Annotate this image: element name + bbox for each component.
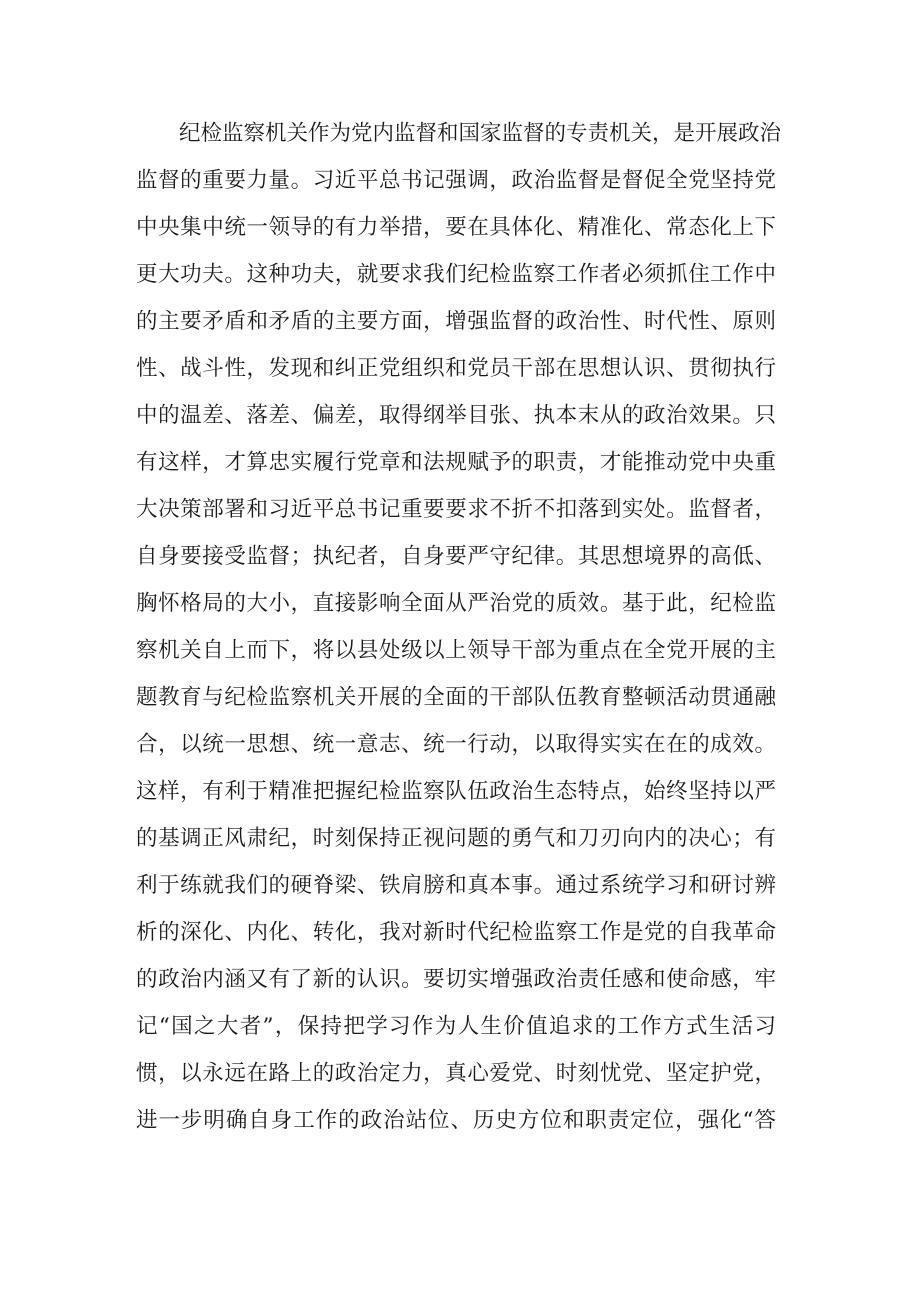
text-line: 析的深化、内化、转化，我对新时代纪检监察工作是党的自我革命	[136, 920, 776, 945]
text-line: 的基调正风肃纪，时刻保持正视问题的勇气和刀刃向内的决心；有	[136, 826, 776, 851]
text-line: 这样，有利于精准把握纪检监察队伍政治生态特点，始终坚持以严	[136, 779, 776, 804]
text-line: 更大功夫。这种功夫，就要求我们纪检监察工作者必须抓住工作中	[136, 262, 776, 287]
text-line: 大决策部署和习近平总书记重要要求不折不扣落到实处。监督者，	[136, 497, 776, 522]
text-line: 合，以统一思想、统一意志、统一行动，以取得实实在在的成效。	[136, 732, 776, 757]
text-line: 纪检监察机关作为党内监督和国家监督的专责机关，是开展政治	[179, 121, 782, 146]
body-paragraph	[136, 110, 782, 1144]
text-line: 利于练就我们的硬脊梁、铁肩膀和真本事。通过系统学习和研讨辨	[136, 873, 776, 898]
text-line: 监督的重要力量。习近平总书记强调，政治监督是督促全党坚持党	[136, 168, 776, 193]
text-line: 胸怀格局的大小，直接影响全面从严治党的质效。基于此，纪检监	[136, 591, 776, 616]
text-line: 惯，以永远在路上的政治定力，真心爱党、时刻忧党、坚定护党，	[136, 1061, 776, 1086]
text-line: 的主要矛盾和矛盾的主要方面，增强监督的政治性、时代性、原则	[136, 309, 776, 334]
text-line: 的政治内涵又有了新的认识。要切实增强政治责任感和使命感，牢	[136, 967, 776, 992]
text-line: 自身要接受监督；执纪者，自身要严守纪律。其思想境界的高低、	[136, 544, 776, 569]
text-line: 记“国之大者”，保持把学习作为人生价值追求的工作方式生活习	[136, 1014, 776, 1039]
text-line: 中央集中统一领导的有力举措，要在具体化、精准化、常态化上下	[136, 215, 776, 240]
text-line: 察机关自上而下，将以县处级以上领导干部为重点在全党开展的主	[136, 638, 776, 663]
text-line: 进一步明确自身工作的政治站位、历史方位和职责定位，强化“答	[136, 1108, 776, 1133]
text-line: 性、战斗性，发现和纠正党组织和党员干部在思想认识、贯彻执行	[136, 356, 776, 381]
text-line: 有这样，才算忠实履行党章和法规赋予的职责，才能推动党中央重	[136, 450, 776, 475]
text-line: 题教育与纪检监察机关开展的全面的干部队伍教育整顿活动贯通融	[136, 685, 776, 710]
text-line: 中的温差、落差、偏差，取得纲举目张、执本末从的政治效果。只	[136, 403, 776, 428]
